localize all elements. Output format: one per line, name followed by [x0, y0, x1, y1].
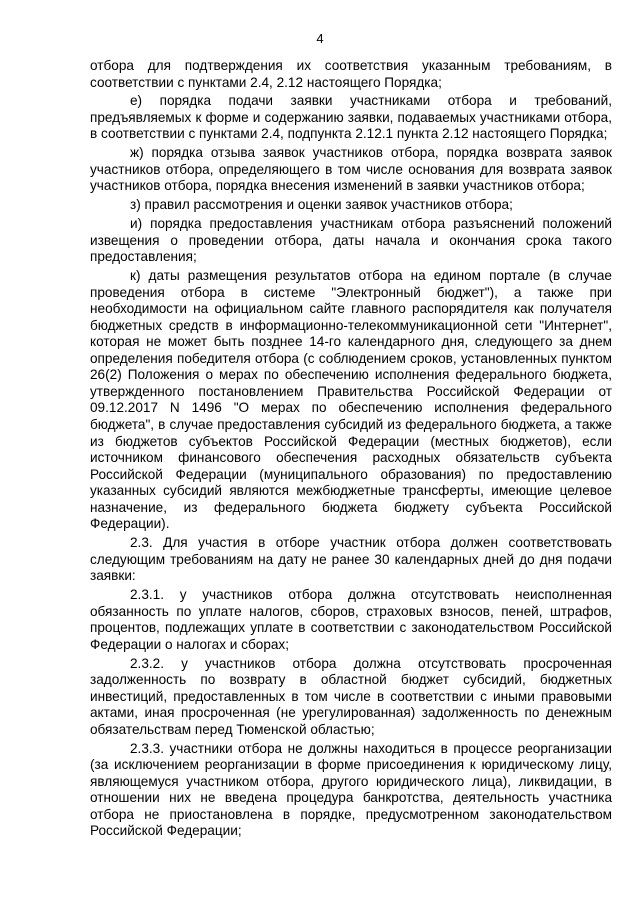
- paragraph-2-3: 2.3. Для участия в отборе участник отбора должен соответствовать следующим требованиям на дату не ранее 30 календарных дней до дня подачи заявки:: [90, 535, 612, 584]
- paragraph-item-k: к) даты размещения результатов отбора на едином портале (в случае проведения отбора в системе "Электронный бюджет"), а также при необходимости на официальном сайте главного распорядителя как получателя бюджетных средств в информационно-телекоммуникационной сети "Интернет", которая не может быть позднее 14-го календарного дня, следующего за днем определения победителя отбора (с соблюдением сроков, установленных пунктом 26(2) Положения о мерах по обеспечению исполнения федерального бюджета, утвержденного постановлением Правительства Российской Федерации от 09.12.2017 N 1496 "О мерах по обеспечению исполнения федерального бюджета", в случае предоставления субсидий из федерального бюджета, а также из бюджетов субъектов Российской Федерации (местных бюджетов), если источником финансового обеспечения расходных обязательств субъекта Российской Федерации (муниципального образования) по предоставлению указанных субсидий являются межбюджетные трансферты, имеющие целевое назначение, из федерального бюджета бюджету субъекта Российской Федерации).: [90, 268, 612, 532]
- paragraph-item-z: з) правил рассмотрения и оценки заявок участников отбора;: [130, 197, 513, 213]
- paragraph-item-zh: ж) порядка отзыва заявок участников отбора, порядка возврата заявок участников отбора, определяющего в том числе основания для возврата заявок участников отбора, порядка внесения изменений в заявки участников отбора;: [90, 145, 612, 194]
- paragraph-2-3-1: 2.3.1. у участников отбора должна отсутствовать неисполненная обязанность по уплате налогов, сборов, страховых взносов, пеней, штрафов, процентов, подлежащих уплате в соответствии с законодательством Российской Федерации о налогах и сборах;: [90, 587, 612, 652]
- paragraph-2-3-2: 2.3.2. у участников отбора должна отсутствовать просроченная задолженность по возврату в областной бюджет субсидий, бюджетных инвестиций, предоставленных в том числе в соответствии с иными правовыми актами, иная просроченная (не урегулированная) задолженность по денежным обязательствам перед Тюменской областью;: [90, 655, 612, 737]
- paragraph-item-e: е) порядка подачи заявки участниками отбора и требований, предъявляемых к форме и содержанию заявки, подаваемых участниками отбора, в соответствии с пунктами 2.4, подпункта 2.12.1 пункта 2.12 настоящего Порядка;: [90, 93, 612, 142]
- paragraph-2-3-3: 2.3.3. участники отбора не должны находиться в процессе реорганизации (за исключением реорганизации в форме присоединения к юридическому лицу, являющемуся участником отбора, другого юридического лица), ликвидации, в отношении них не введена процедура банкротства, деятельность участника отбора не приостановлена в порядке, предусмотренном законодательством Российской Федерации;: [90, 740, 612, 839]
- paragraph-continuation: отбора для подтверждения их соответствия указанным требованиям, в соответствии с пунктами 2.4, 2.12 настоящего Порядка;: [90, 58, 612, 90]
- page-number: 4: [316, 31, 324, 46]
- document-body: [90, 58, 612, 840]
- paragraph-item-i: и) порядка предоставления участникам отбора разъяснений положений извещения о проведении отбора, даты начала и окончания срока такого предоставления;: [90, 216, 612, 265]
